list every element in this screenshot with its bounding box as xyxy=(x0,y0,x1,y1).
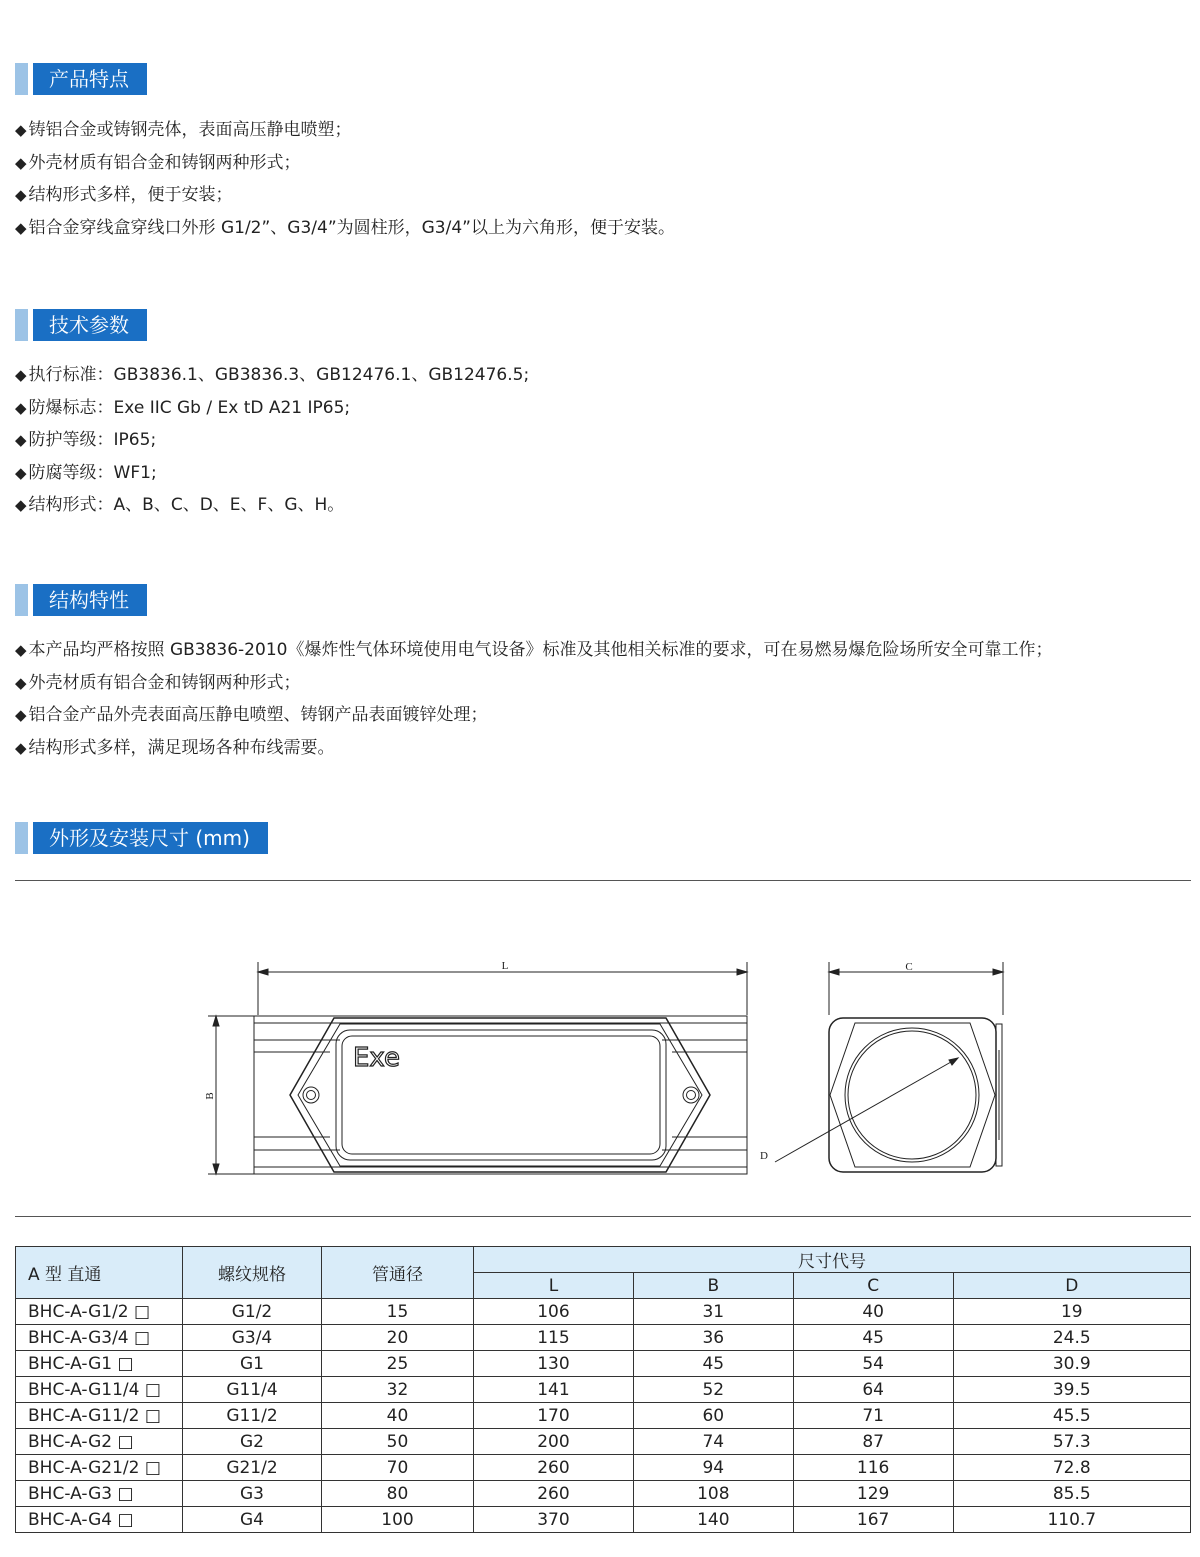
cell-C: 54 xyxy=(793,1351,953,1377)
list-item: ◆ 防护等级：IP65; xyxy=(15,424,529,457)
cell-B: 140 xyxy=(633,1507,793,1533)
cell-L: 170 xyxy=(474,1403,634,1429)
cell-bore: 25 xyxy=(322,1351,474,1377)
cell-bore: 20 xyxy=(322,1325,474,1351)
cell-bore: 40 xyxy=(322,1403,474,1429)
section-title: 外形及安装尺寸 (mm) xyxy=(33,822,268,854)
cell-C: 129 xyxy=(793,1481,953,1507)
cell-B: 36 xyxy=(633,1325,793,1351)
cell-thread: G2 xyxy=(183,1429,322,1455)
tech-params-list xyxy=(15,359,529,522)
cell-C: 71 xyxy=(793,1403,953,1429)
cell-C: 40 xyxy=(793,1299,953,1325)
list-item: ◆ 铝合金产品外壳表面高压静电喷塑、铸钢产品表面镀锌处理； xyxy=(15,699,1052,732)
cell-bore: 50 xyxy=(322,1429,474,1455)
cell-L: 141 xyxy=(474,1377,634,1403)
cell-bore: 80 xyxy=(322,1481,474,1507)
table-row xyxy=(16,1377,1191,1403)
list-item: ◆ 铝合金穿线盒穿线口外形 G1/2”、G3/4”为圆柱形，G3/4”以上为六角形，便于安装。 xyxy=(15,212,675,245)
cell-model: BHC-A-G11/2 □ xyxy=(16,1403,183,1429)
section-title: 结构特性 xyxy=(33,584,147,616)
cell-bore: 70 xyxy=(322,1455,474,1481)
col-header-thread: 螺纹规格 xyxy=(183,1247,322,1299)
cell-L: 200 xyxy=(474,1429,634,1455)
cell-L: 115 xyxy=(474,1325,634,1351)
plate-label: Exe xyxy=(353,1043,401,1073)
cell-thread: G21/2 xyxy=(183,1455,322,1481)
cell-thread: G3 xyxy=(183,1481,322,1507)
dimensions-table xyxy=(15,1246,1191,1533)
cell-D: 45.5 xyxy=(953,1403,1190,1429)
cell-C: 167 xyxy=(793,1507,953,1533)
list-item: ◆ 结构形式：A、B、C、D、E、F、G、H。 xyxy=(15,489,529,522)
cell-D: 24.5 xyxy=(953,1325,1190,1351)
table-row xyxy=(16,1299,1191,1325)
cell-B: 52 xyxy=(633,1377,793,1403)
cell-C: 45 xyxy=(793,1325,953,1351)
cell-thread: G11/2 xyxy=(183,1403,322,1429)
table-row xyxy=(16,1507,1191,1533)
divider xyxy=(15,880,1191,881)
col-header-group: 尺寸代号 xyxy=(474,1247,1191,1273)
list-item: ◆ 铸铝合金或铸钢壳体，表面高压静电喷塑； xyxy=(15,114,675,147)
cell-bore: 100 xyxy=(322,1507,474,1533)
cell-D: 39.5 xyxy=(953,1377,1190,1403)
col-header-bore: 管通径 xyxy=(322,1247,474,1299)
cell-model: BHC-A-G11/4 □ xyxy=(16,1377,183,1403)
list-item: ◆ 防腐等级：WF1; xyxy=(15,457,529,490)
cell-bore: 15 xyxy=(322,1299,474,1325)
cell-model: BHC-A-G3 □ xyxy=(16,1481,183,1507)
cell-B: 31 xyxy=(633,1299,793,1325)
cell-B: 108 xyxy=(633,1481,793,1507)
table-row xyxy=(16,1351,1191,1377)
features-list xyxy=(15,114,675,244)
cell-L: 260 xyxy=(474,1455,634,1481)
list-item: ◆ 外壳材质有铝合金和铸钢两种形式； xyxy=(15,667,1052,700)
cell-D: 85.5 xyxy=(953,1481,1190,1507)
structure-list xyxy=(15,634,1052,764)
section-header-features xyxy=(15,63,147,95)
cell-B: 60 xyxy=(633,1403,793,1429)
cell-thread: G3/4 xyxy=(183,1325,322,1351)
col-header-B: B xyxy=(633,1273,793,1299)
cell-thread: G1 xyxy=(183,1351,322,1377)
section-title: 技术参数 xyxy=(33,309,147,341)
cell-model: BHC-A-G21/2 □ xyxy=(16,1455,183,1481)
cell-B: 74 xyxy=(633,1429,793,1455)
cell-D: 72.8 xyxy=(953,1455,1190,1481)
col-header-model: A 型 直通 xyxy=(16,1247,183,1299)
cell-L: 370 xyxy=(474,1507,634,1533)
cell-D: 19 xyxy=(953,1299,1190,1325)
col-header-D: D xyxy=(953,1273,1190,1299)
cell-L: 106 xyxy=(474,1299,634,1325)
dim-label-L: L xyxy=(501,960,509,972)
section-title: 产品特点 xyxy=(33,63,147,95)
cell-thread: G11/4 xyxy=(183,1377,322,1403)
cell-model: BHC-A-G1 □ xyxy=(16,1351,183,1377)
section-header-structure xyxy=(15,584,147,616)
section-header-tech-params xyxy=(15,309,147,341)
cell-thread: G4 xyxy=(183,1507,322,1533)
cell-L: 130 xyxy=(474,1351,634,1377)
cell-B: 94 xyxy=(633,1455,793,1481)
list-item: ◆ 结构形式多样，满足现场各种布线需要。 xyxy=(15,732,1052,765)
cell-L: 260 xyxy=(474,1481,634,1507)
section-header-dimensions xyxy=(15,822,268,854)
cell-C: 87 xyxy=(793,1429,953,1455)
cell-thread: G1/2 xyxy=(183,1299,322,1325)
dim-label-B: B xyxy=(204,1092,216,1100)
cell-C: 64 xyxy=(793,1377,953,1403)
cell-C: 116 xyxy=(793,1455,953,1481)
list-item: ◆ 结构形式多样，便于安装； xyxy=(15,179,675,212)
cell-B: 45 xyxy=(633,1351,793,1377)
cell-model: BHC-A-G2 □ xyxy=(16,1429,183,1455)
list-item: ◆ 防爆标志：Exe IIC Gb / Ex tD A21 IP65; xyxy=(15,392,529,425)
list-item: ◆ 外壳材质有铝合金和铸钢两种形式； xyxy=(15,147,675,180)
cell-bore: 32 xyxy=(322,1377,474,1403)
cell-model: BHC-A-G3/4 □ xyxy=(16,1325,183,1351)
dim-label-C: C xyxy=(905,961,913,973)
dimension-drawing xyxy=(0,940,1200,1190)
cell-model: BHC-A-G1/2 □ xyxy=(16,1299,183,1325)
table-row xyxy=(16,1455,1191,1481)
table-row xyxy=(16,1481,1191,1507)
table-row xyxy=(16,1429,1191,1455)
cell-D: 110.7 xyxy=(953,1507,1190,1533)
cell-model: BHC-A-G4 □ xyxy=(16,1507,183,1533)
cell-D: 30.9 xyxy=(953,1351,1190,1377)
divider xyxy=(15,1216,1191,1217)
col-header-L: L xyxy=(474,1273,634,1299)
table-row xyxy=(16,1325,1191,1351)
list-item: ◆ 执行标准：GB3836.1、GB3836.3、GB12476.1、GB12476.5; xyxy=(15,359,529,392)
dim-label-D: D xyxy=(760,1150,768,1162)
list-item: ◆ 本产品均严格按照 GB3836-2010《爆炸性气体环境使用电气设备》标准及其他相关标准的要求，可在易燃易爆危险场所安全可靠工作； xyxy=(15,634,1052,667)
cell-D: 57.3 xyxy=(953,1429,1190,1455)
table-row xyxy=(16,1403,1191,1429)
col-header-C: C xyxy=(793,1273,953,1299)
